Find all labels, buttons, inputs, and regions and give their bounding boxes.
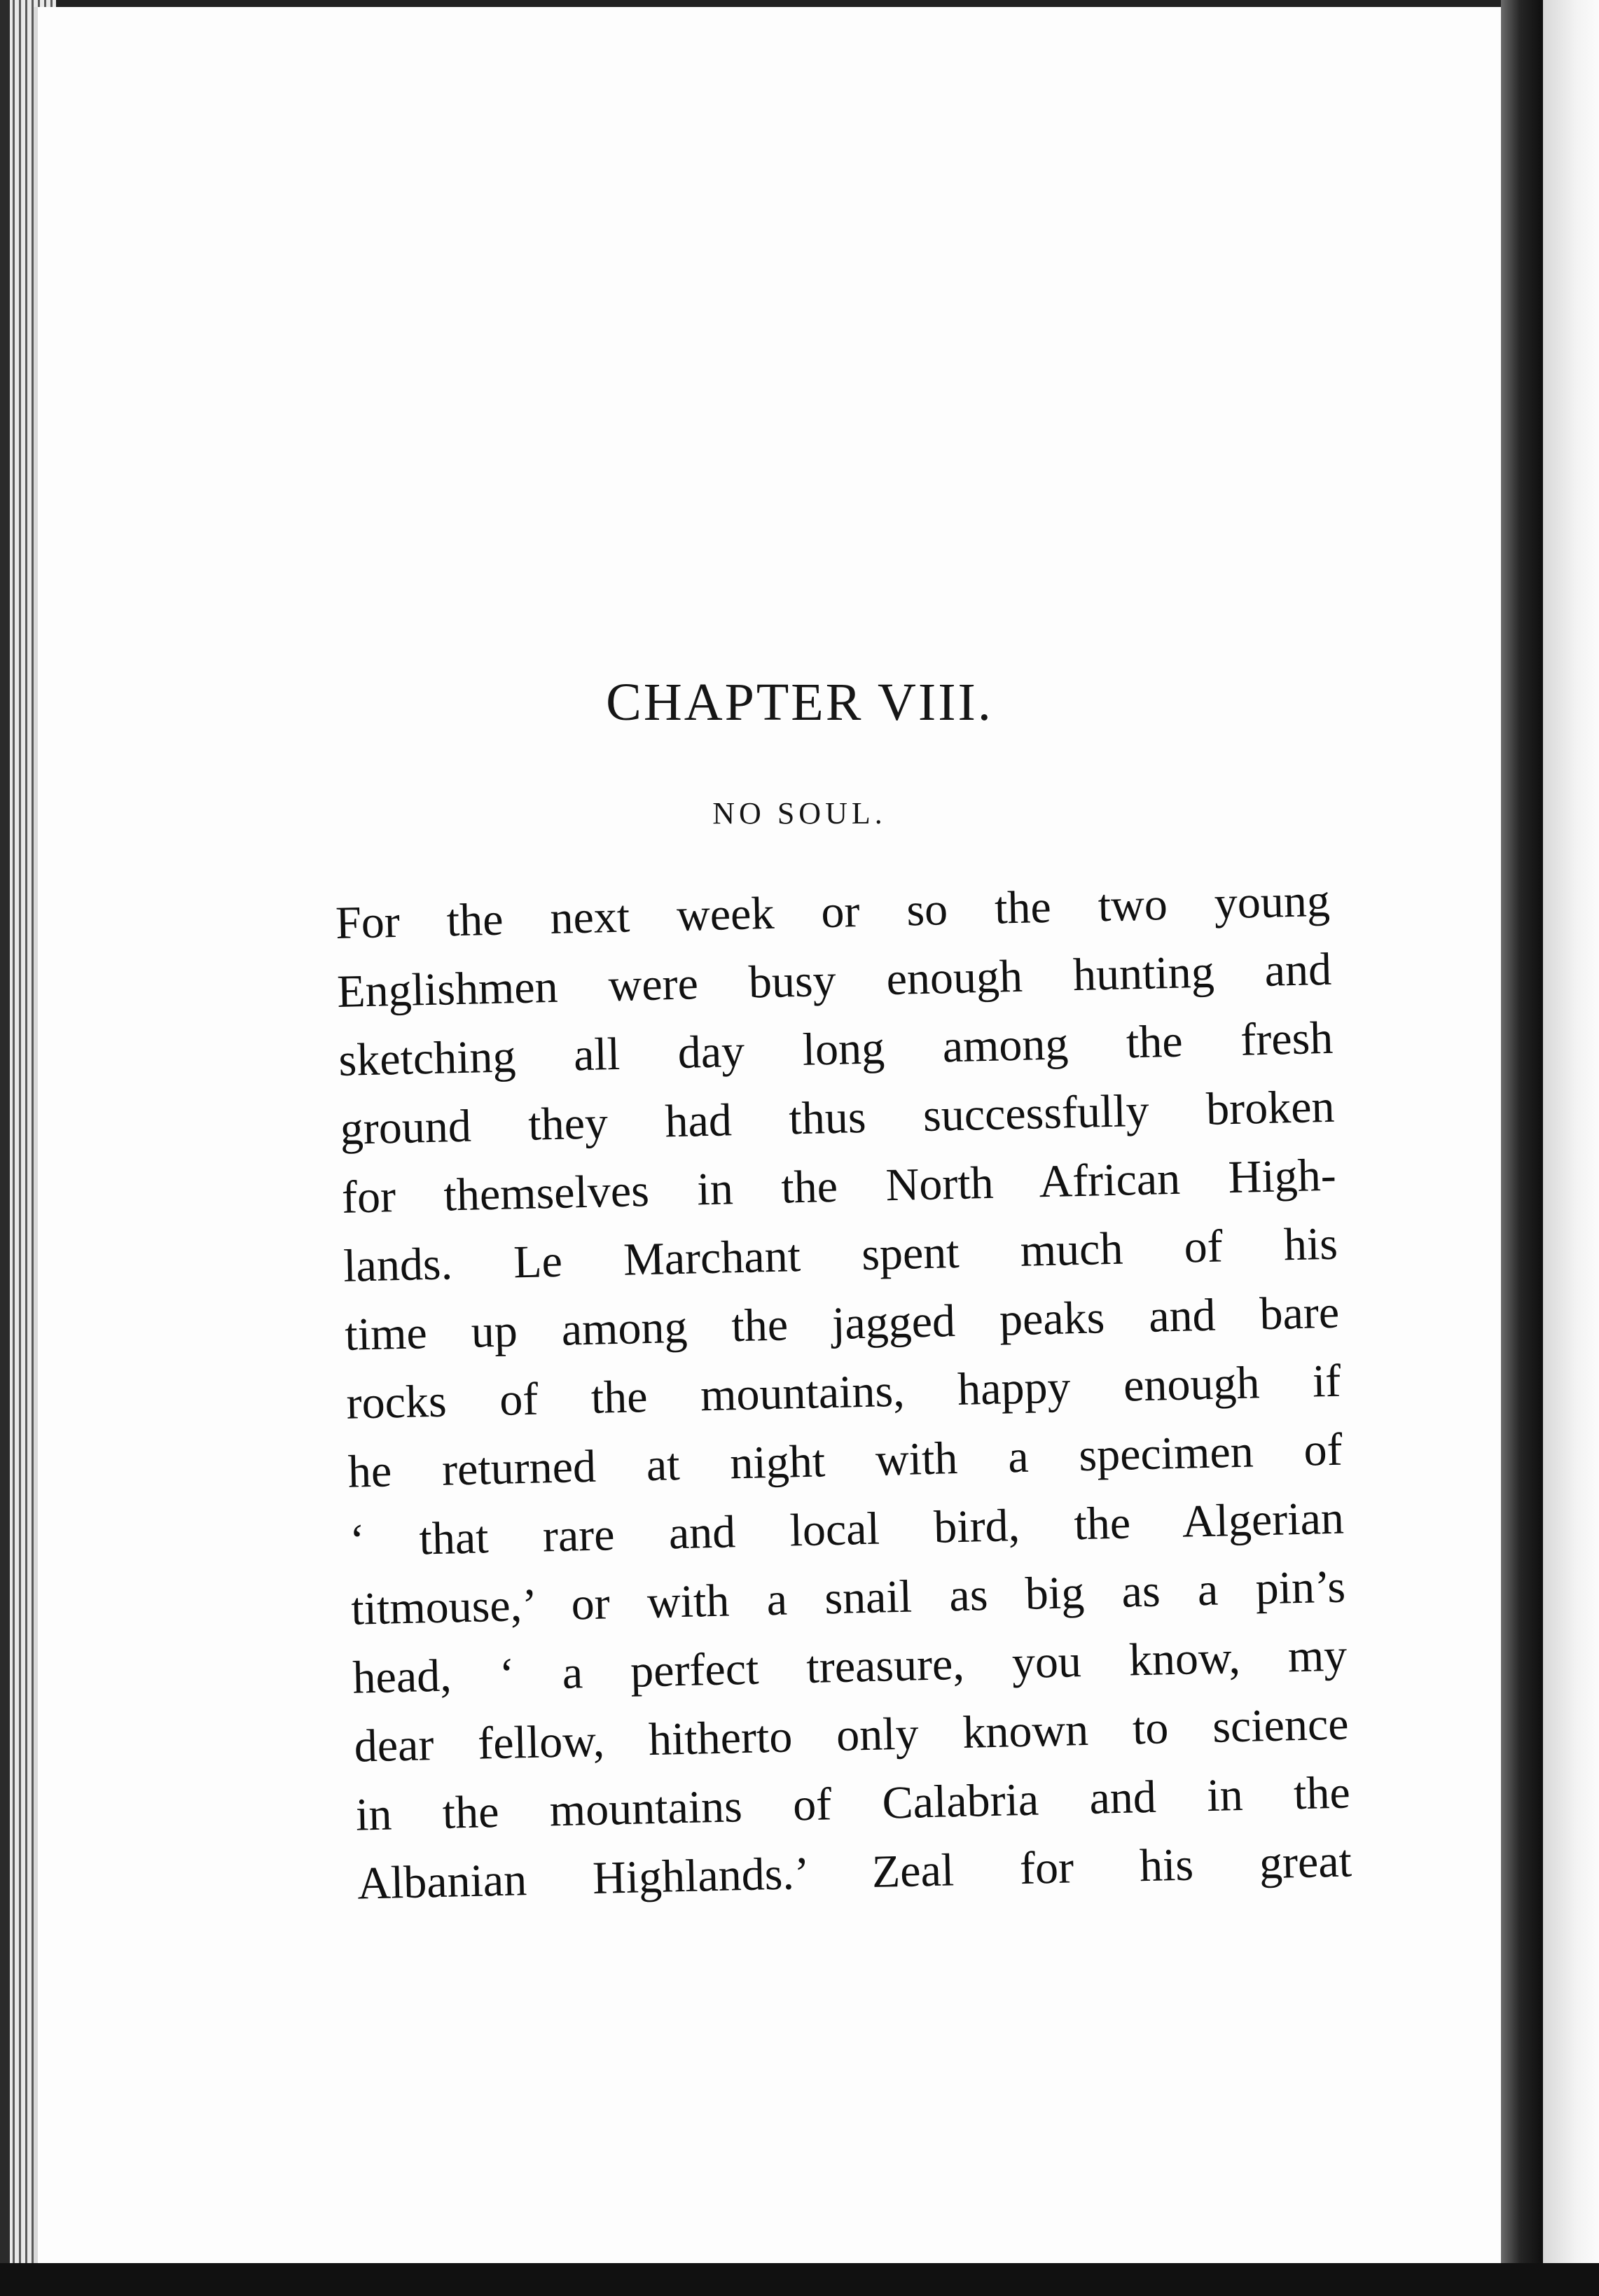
body-line: for themselves in the North African High- xyxy=(341,1149,1337,1223)
body-line: Englishmen were busy enough hunting and xyxy=(336,943,1332,1017)
chapter-title: CHAPTER VIII. xyxy=(606,673,993,732)
body-line: ground they had thus successfully broken xyxy=(339,1080,1336,1155)
body-line: Albanian Highlands.’ Zeal for his great xyxy=(357,1835,1352,1909)
body-line: in the mountains of Calabria and in the xyxy=(355,1767,1351,1841)
body-line: dear fellow, hitherto only known to science xyxy=(353,1698,1350,1772)
scan-top-edge xyxy=(0,0,1599,7)
book-spine xyxy=(1501,0,1543,2296)
book-edge-shadow xyxy=(0,0,10,2296)
chapter-subtitle: NO SOUL. xyxy=(712,796,887,830)
body-line: rocks of the mountains, happy enough if xyxy=(345,1355,1342,1429)
body-line: ‘ that rare and local bird, the Algerian xyxy=(349,1492,1345,1566)
body-line: sketching all day long among the fresh xyxy=(338,1012,1334,1086)
body-line: time up among the jagged peaks and bare xyxy=(344,1286,1340,1361)
chapter-body xyxy=(335,867,1352,1919)
body-line: head, ‘ a perfect treasure, you know, my xyxy=(352,1629,1348,1704)
facing-page-edge xyxy=(1543,0,1599,2296)
body-line: titmouse,’ or with a snail as big as a pin’s xyxy=(350,1561,1346,1635)
scan-bottom-edge xyxy=(0,2263,1599,2296)
body-line: he returned at night with a specimen of xyxy=(347,1424,1343,1498)
body-line: lands. Le Marchant spent much of his xyxy=(342,1218,1338,1292)
body-line: For the next week or so the two young xyxy=(335,875,1331,949)
